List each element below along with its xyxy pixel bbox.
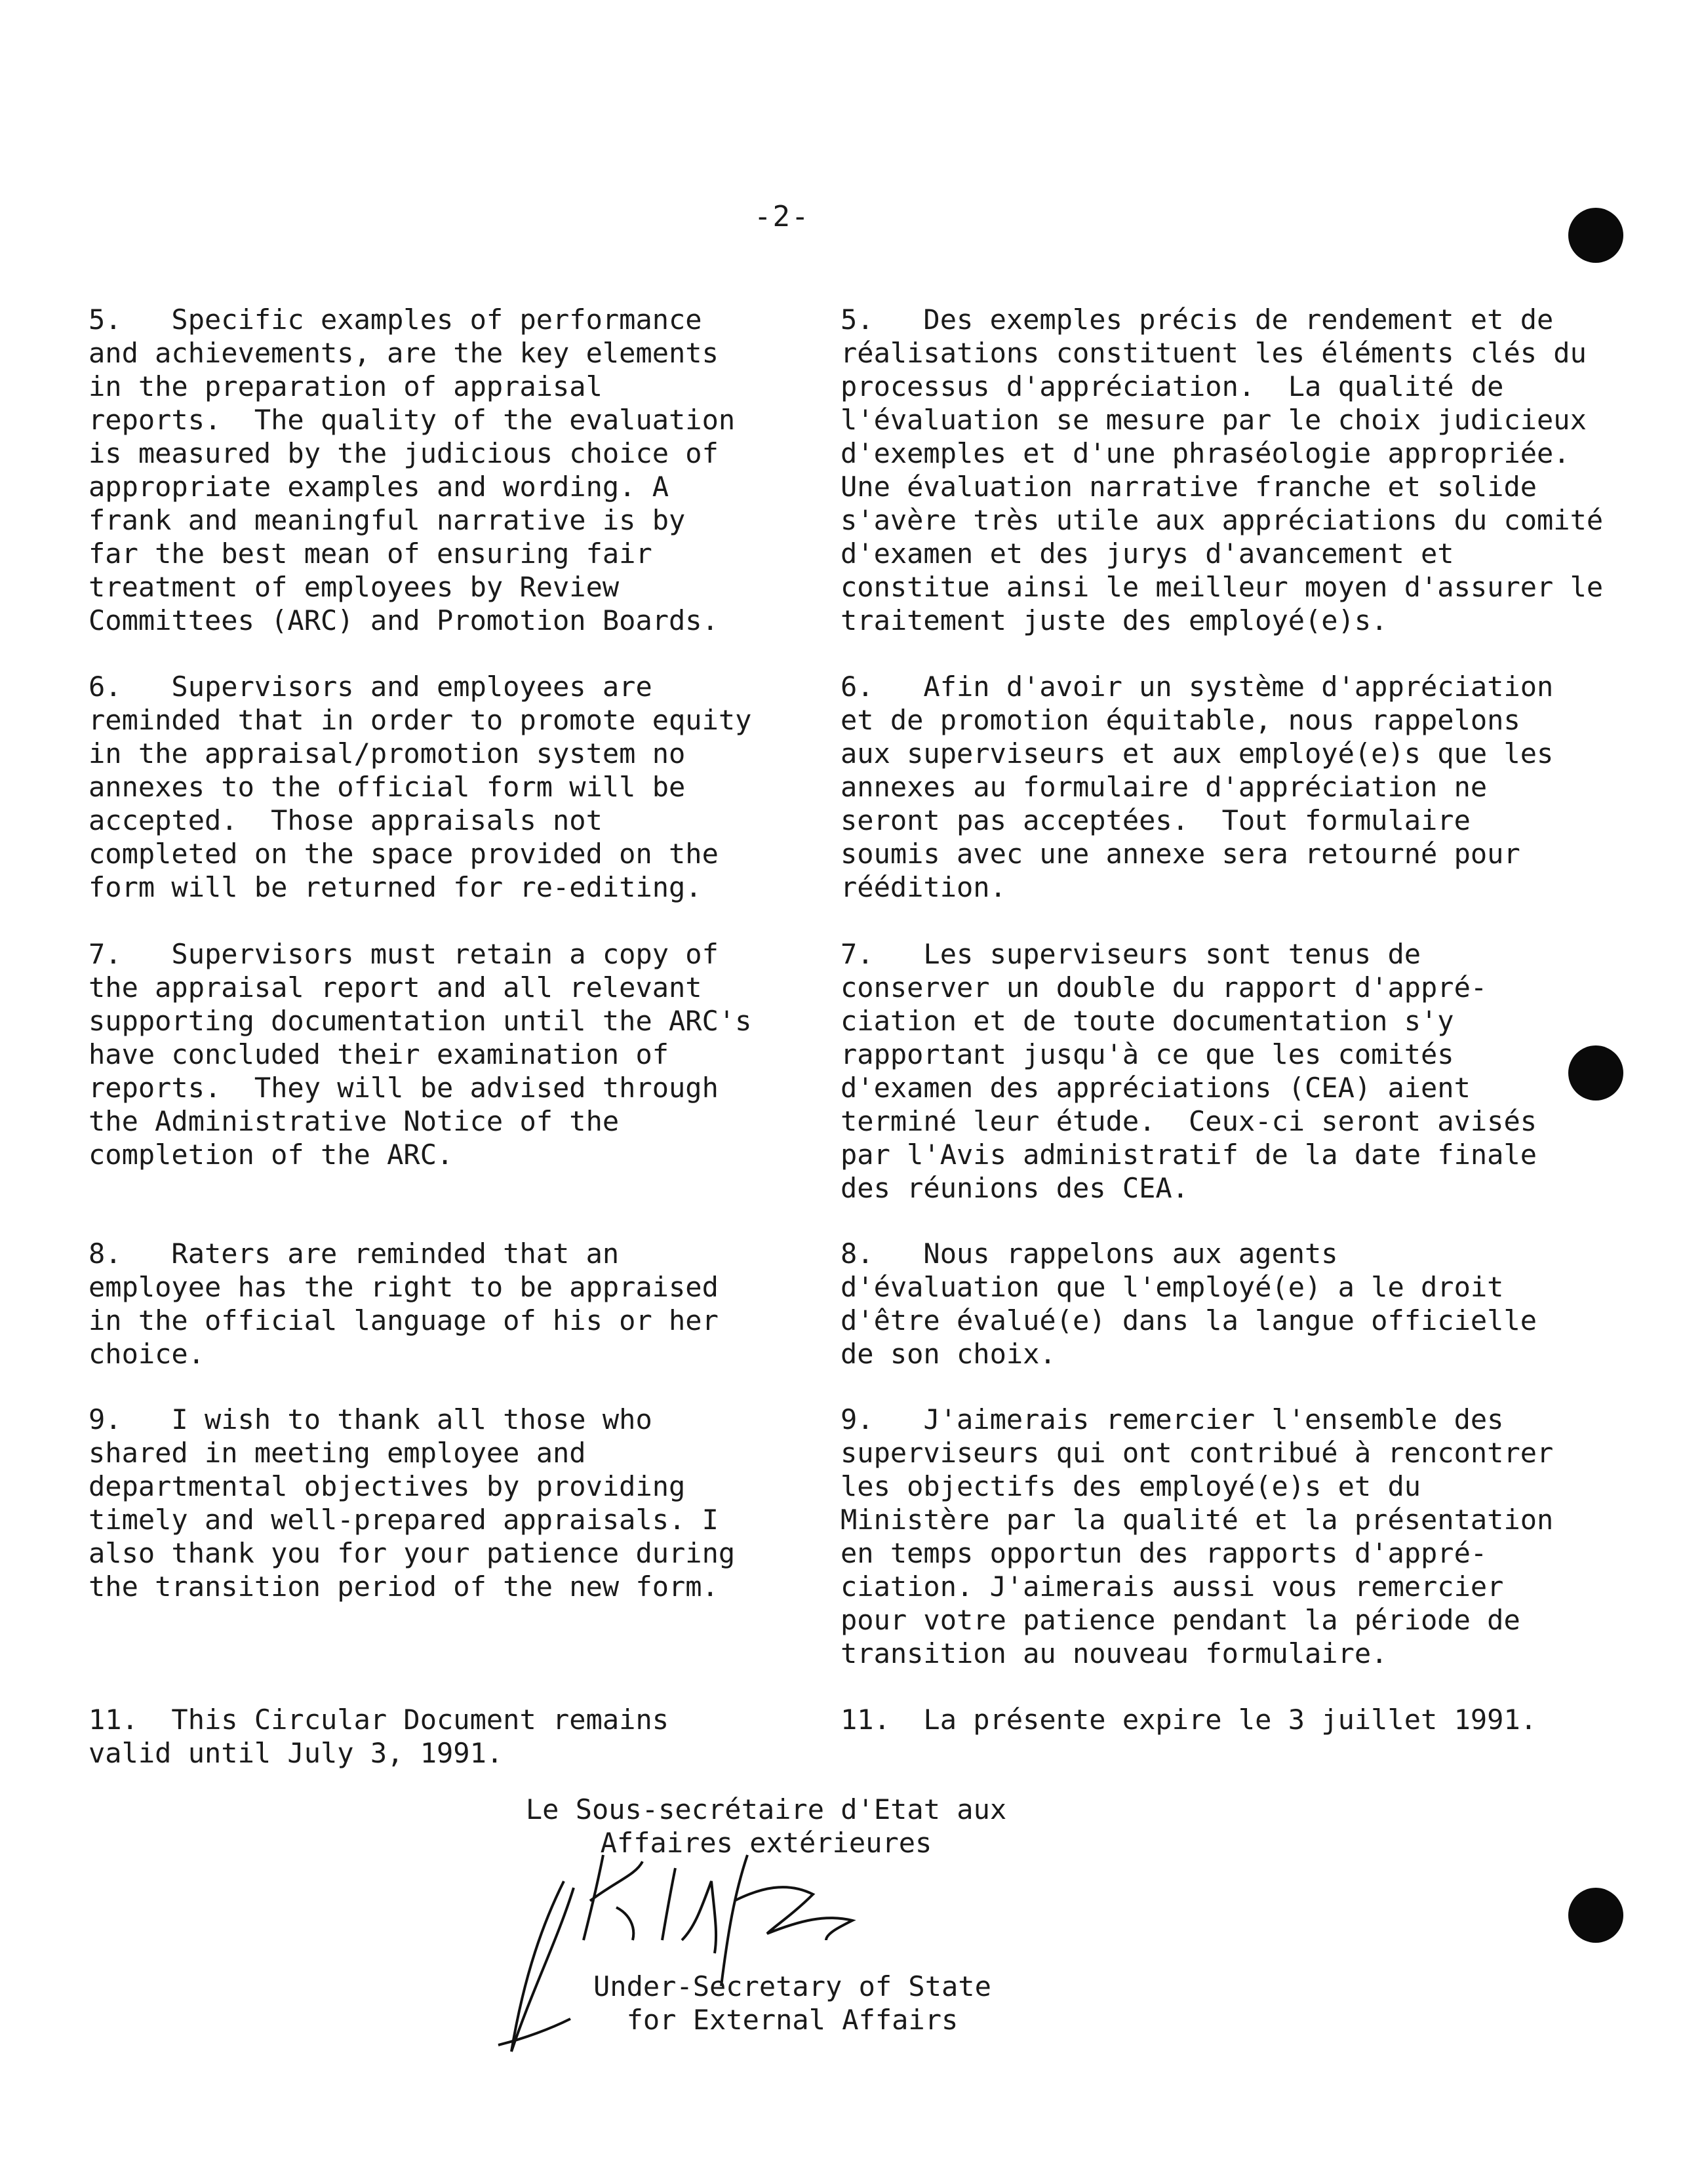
paragraph-fr-11: 11. La présente expire le 3 juillet 1991. — [841, 1704, 1537, 1736]
paragraph-en-6: 6. Supervisors and employees are reminded that in order to promote equity in the appraisal/promotion system no annexes to the official form will be accepted. Those appraisals not completed on the space provided on the form will be returned for re-editing. — [89, 671, 752, 903]
paragraph-en-9: 9. I wish to thank all those who shared in meeting employee and departmental objectives by providing timely and well-prepared appraisals. I also thank you for your patience during the transition period of the new form. — [89, 1403, 736, 1603]
signature-title-fr: Le Sous-secrétaire d'Etat aux Affaires extérieures — [525, 1793, 1007, 1859]
signature-title-en: Under-Secretary of State for External Affairs — [593, 1970, 991, 2036]
paragraph-fr-8: 8. Nous rappelons aux agents d'évaluation que l'employé(e) a le droit d'être évalué(e) dans la langue officielle de son choix. — [841, 1238, 1537, 1370]
paragraph-en-5: 5. Specific examples of performance and achievements, are the key elements in the preparation of appraisal reports. The quality of the evaluation is measured by the judicious choice of appropriate examples and wording. A frank and meaningful narrative is by far the best mean of ensuring fair treatment of employees by Review Committees (ARC) and Promotion Boards. — [89, 303, 736, 636]
paragraph-fr-7: 7. Les superviseurs sont tenus de conserver un double du rapport d'appré- ciation et de toute documentation s'y rapportant jusqu'à ce que les comités d'examen des appréciations (CEA) aient terminé leur étude. Ceux-ci seront avisés par l'Avis administratif de la date finale des réunions des CEA. — [841, 938, 1537, 1204]
paragraph-fr-5: 5. Des exemples précis de rendement et de réalisations constituent les éléments clés du processus d'appréciation. La qualité de l'évaluation se mesure par le choix judicieux d'exemples et d'une phraséologie appropriée. Une évaluation narrative franche et solide s'avère très utile aux appréciations du comité d'examen et des jurys d'avancement et constitue ainsi le meilleur moyen d'assurer le traitement juste des employé(e)s. — [841, 303, 1604, 636]
paragraph-en-11: 11. This Circular Document remains valid until July 3, 1991. — [89, 1704, 669, 1769]
page-number: -2- — [754, 200, 810, 233]
paragraph-fr-6: 6. Afin d'avoir un système d'appréciation et de promotion équitable, nous rappelons aux superviseurs et aux employé(e)s que les annexes au formulaire d'appréciation ne seront pas acceptées. Tout formulaire soumis avec une annexe sera retourné pour réédition. — [841, 671, 1554, 903]
punch-hole — [1568, 208, 1623, 263]
paragraph-fr-9: 9. J'aimerais remercier l'ensemble des superviseurs qui ont contribué à rencontrer les objectifs des employé(e)s et du Ministère par la qualité et la présentation en temps opportun des rapports d'appré- ciation. J'aimerais aussi vous remercier pour votre patience pendant la période de transition au nouveau formulaire. — [841, 1403, 1554, 1669]
handwritten-signature — [485, 1842, 944, 2091]
punch-hole — [1568, 1888, 1623, 1943]
paragraph-en-7: 7. Supervisors must retain a copy of the appraisal report and all relevant supporting documentation until the ARC's have concluded their examination of reports. They will be advised through the Administrative Notice of the completion of the ARC. — [89, 938, 752, 1171]
paragraph-en-8: 8. Raters are reminded that an employee has the right to be appraised in the official language of his or her choice. — [89, 1238, 719, 1370]
